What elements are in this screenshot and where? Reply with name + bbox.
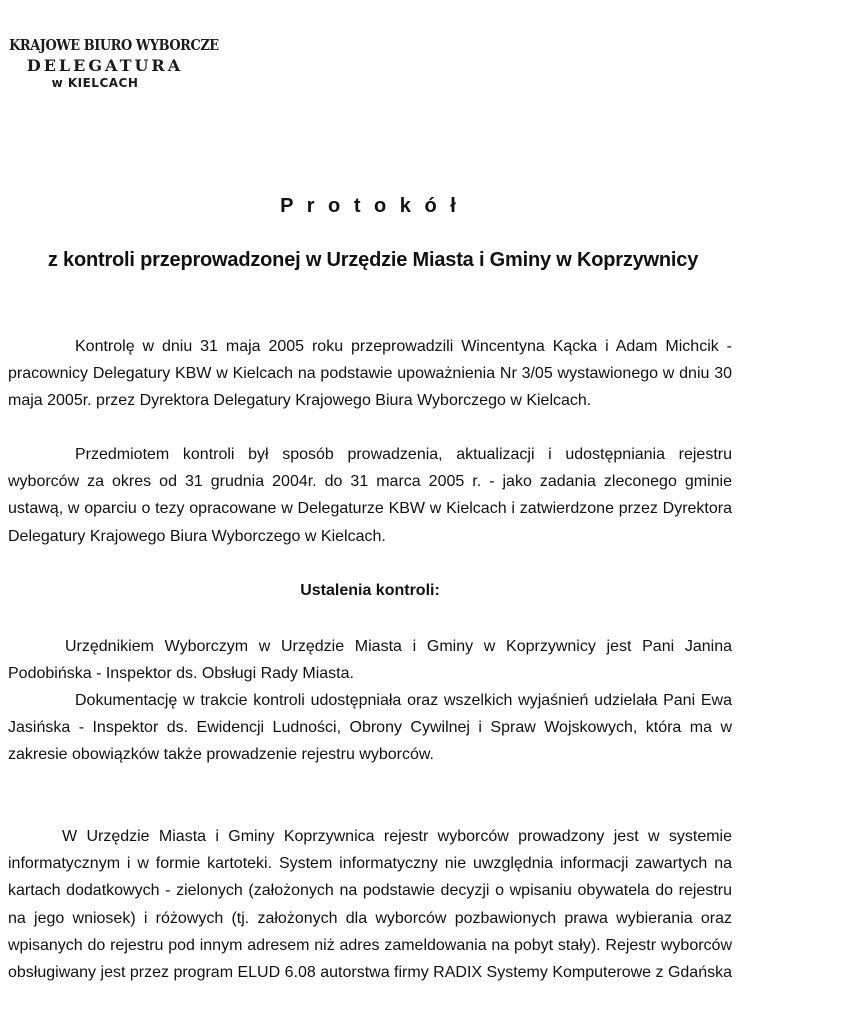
paragraph-election-clerk: Urzędnikiem Wyborczym w Urzędzie Miasta i Gminy w Koprzywnicy jest Pani Janina Podobińska - Inspektor ds. Obsługi Rady Miasta. <box>8 638 732 683</box>
stamp-line-2: DELEGATURA <box>26 56 184 75</box>
paragraph-control-subject: Przedmiotem kontroli był sposób prowadzenia, aktualizacji i udostępniania rejestru wyborców za okres od 31 grudnia 2004r. do 31 marca 2005 r. - jako zadania zleconego gminie ustawą, w oparciu o tezy opracowane w Delegaturze KBW w Kielcach i zatwierdzone przez Dyrektora Delegatury Krajowego Biura Wyborczego w Kielcach. <box>8 446 732 545</box>
document-subtitle: z kontroli przeprowadzonej w Urzędzie Miasta i Gminy w Koprzywnicy <box>47 249 699 271</box>
paragraph-documentation: Dokumentację w trakcie kontroli udostępniała oraz wszelkich wyjaśnień udzielała Pani Ewa Jasińska - Inspektor ds. Ewidencji Ludności, Obrony Cywilnej i Spraw Wojskowych, która ma w zakresie obowiązków także prowadzenie rejestru wyborców. <box>8 692 732 764</box>
paragraph-control-date: Kontrolę w dniu 31 maja 2005 roku przeprowadzili Wincentyna Kącka i Adam Michcik - pracownicy Delegatury KBW w Kielcach na podstawie upoważnienia Nr 3/05 wystawionego w dniu 30 maja 2005r. przez Dyrektora Delegatury Krajowego Biura Wyborczego w Kielcach. <box>8 338 732 410</box>
stamp-line-1: KRAJOWE BIURO WYBORCZE <box>9 36 219 54</box>
document-title: P r o t o k ó ł <box>280 195 460 217</box>
paragraph-register-system: W Urzędzie Miasta i Gminy Koprzywnica rejestr wyborców prowadzony jest w systemie informatycznym i w formie kartoteki. System informatyczny nie uwzględnia informacji zawartych na kartach dodatkowych - zielonych (założonych na podstawie decyzji o wpisaniu obywatela do rejestru na jego wniosek) i różowych (tj. założonych dla wyborców pozbawionych prawa wybierania oraz wpisanych do rejestru pod innym adresem niż adres zameldowania na pobyt stały). Rejestr wyborców obsługiwany jest przez program ELUD 6.08 autorstwa firmy RADIX Systemy Komputerowe z Gdańska <box>8 828 732 982</box>
section-heading-findings: Ustalenia kontroli: <box>300 582 440 599</box>
office-stamp <box>0 36 219 90</box>
stamp-line-3: w KIELCACH <box>51 76 139 90</box>
